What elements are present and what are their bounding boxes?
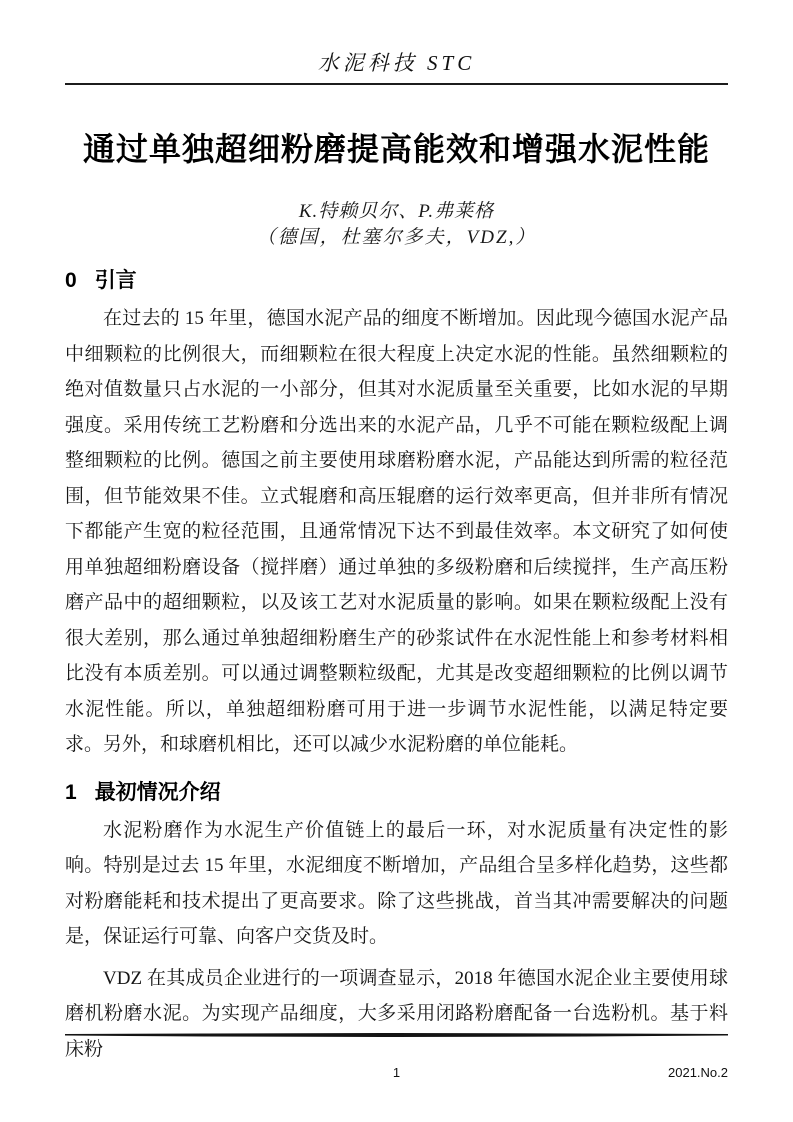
section-title: 最初情况介绍: [94, 780, 221, 804]
header-rule: [65, 83, 728, 85]
footer-rule: [65, 1033, 728, 1037]
affiliation-line: （德国，杜塞尔多夫，VDZ,）: [256, 227, 537, 248]
authors-line: K.特赖贝尔、P.弗莱格: [298, 201, 495, 222]
paragraph: 水泥粉磨作为水泥生产价值链上的最后一环，对水泥质量有决定性的影响。特别是过去 15 年里，水泥细度不断增加，产品组合呈多样化趋势，这些都对粉磨能耗和技术提出了更高要求。除了这些挑战，首当其冲需要解决的问题是，保证运行可靠、向客户交货及时。: [65, 819, 728, 947]
section-heading-initial-situation: [65, 779, 728, 807]
section-title: 引言: [94, 269, 137, 292]
paragraph: VDZ 在其成员企业进行的一项调查显示，2018 年德国水泥企业主要使用球磨机粉磨水泥。为实现产品细度，大多采用闭路粉磨配备一台选粉机。基于料床粉: [65, 967, 728, 1060]
article-title: 通过单独超细粉磨提高能效和增强水泥性能: [82, 131, 710, 167]
section-number: 0: [65, 269, 77, 292]
journal-title: 水泥科技 STC: [317, 51, 476, 75]
section-heading-introduction: [65, 267, 728, 295]
section-number: 1: [65, 780, 77, 804]
paragraph: 在过去的 15 年里，德国水泥产品的细度不断增加。因此现今德国水泥产品中细颗粒的比例很大，而细颗粒在很大程度上决定水泥的性能。虽然细颗粒的绝对值数量只占水泥的一小部分，但其对水泥质量至关重要，比如水泥的早期强度。采用传统工艺粉磨和分选出来的水泥产品，几乎不可能在颗粒级配上调整细颗粒的比例。德国之前主要使用球磨粉磨水泥，产品能达到所需的粒径范围，但节能效果不佳。立式辊磨和高压辊磨的运行效率更高，但并非所有情况下都能产生宽的粒径范围，且通常情况下达不到最佳效率。本文研究了如何使用单独超细粉磨设备（搅拌磨）通过单独的多级粉磨和后续搅拌，生产高压粉磨产品中的超细颗粒，以及该工艺对水泥质量的影响。如果在颗粒级配上没有很大差别，那么通过单独超细粉磨生产的砂浆试件在水泥性能上和参考材料相比没有本质差别。可以通过调整颗粒级配，尤其是改变超细颗粒的比例以调节水泥性能。所以，单独超细粉磨可用于进一步调节水泥性能，以满足特定要求。另外，和球磨机相比，还可以减少水泥粉磨的单位能耗。: [65, 308, 728, 755]
page-number: 1: [392, 1065, 401, 1080]
issue-label: 2021.No.2: [668, 1065, 728, 1080]
